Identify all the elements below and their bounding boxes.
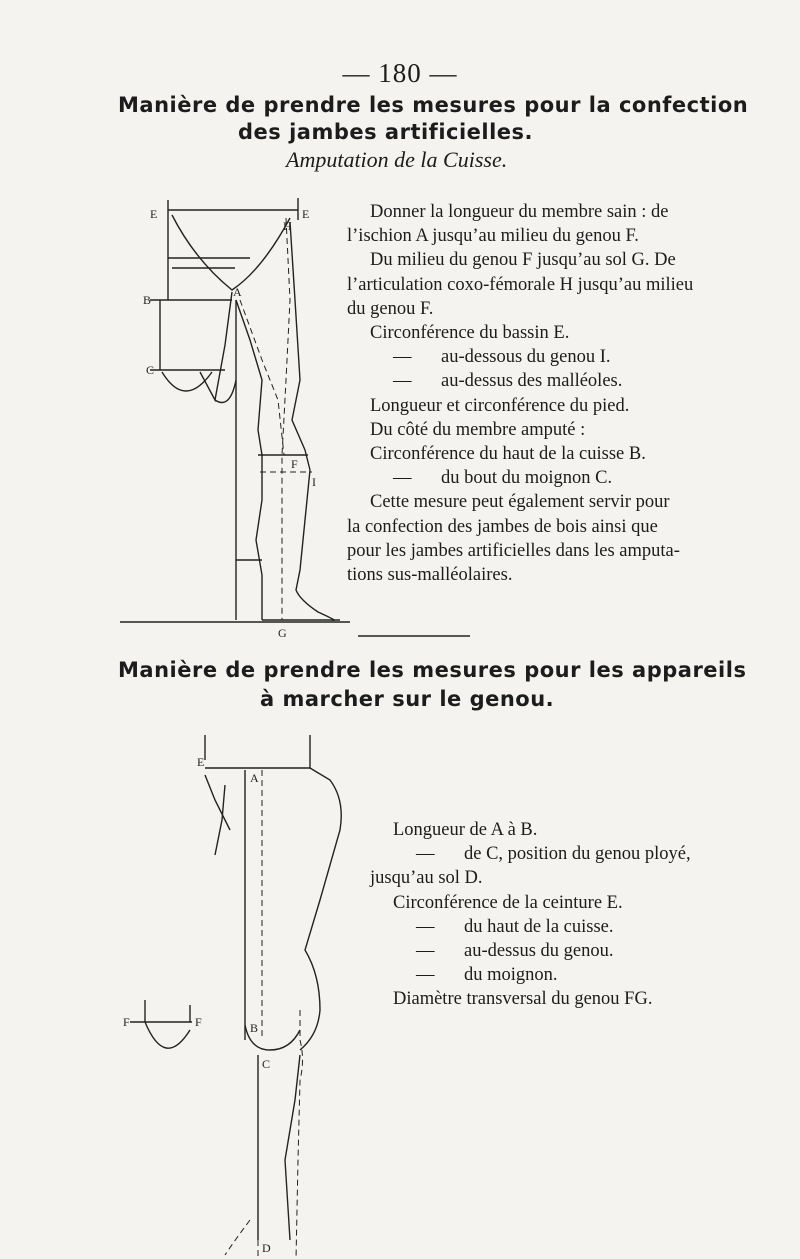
text-fragment: du bout du moignon C. (441, 468, 613, 489)
label-C: C (146, 363, 155, 377)
text-line: Cette mesure peut également servir pour (370, 492, 670, 513)
text-line: l’ischion A jusqu’au milieu du genou F. (347, 226, 639, 247)
text-line: Circonférence du haut de la cuisse B. (370, 444, 646, 465)
text-line: Diamètre transversal du genou FG. (393, 989, 653, 1010)
label-H: H (283, 219, 292, 233)
label-A: A (233, 285, 242, 299)
section1-subtitle: Amputation de la Cuisse. (286, 147, 508, 172)
label-D: D (262, 1241, 271, 1255)
text-line: Longueur et circonférence du pied. (370, 395, 630, 416)
label-E-right: E (302, 207, 310, 221)
text-line: Du milieu du genou F jusqu’au sol G. De (370, 250, 676, 271)
text-line: la confection des jambes de bois ainsi que (347, 516, 658, 537)
dash: — (393, 371, 412, 392)
label-E: E (197, 755, 205, 769)
section1-heading-line2: des jambes artificielles. (238, 120, 534, 144)
text-fragment: du haut de la cuisse. (464, 916, 614, 937)
text-line: Donner la longueur du membre sain : de (370, 202, 669, 222)
text-line: jusqu’au sol D. (370, 868, 483, 889)
dash: — (416, 941, 435, 962)
section2-heading-line1: Manière de prendre les mesures pour les appareils (118, 658, 747, 682)
label-F-right: F (195, 1015, 202, 1029)
label-I: I (312, 475, 316, 489)
text-line: Circonférence du bassin E. (370, 323, 570, 344)
dash: — (416, 844, 435, 865)
dash: — (416, 965, 435, 986)
dash: — (393, 347, 412, 368)
label-B: B (250, 1021, 259, 1035)
dash: — (393, 468, 412, 489)
label-F: F (291, 457, 298, 471)
text-fragment: au-dessous du genou I. (441, 347, 611, 368)
text-line: Circonférence de la ceinture E. (393, 892, 623, 913)
text-line: l’articulation coxo-fémorale H jusqu’au milieu (347, 274, 694, 295)
label-B: B (143, 293, 152, 307)
label-E-left: E (150, 207, 158, 221)
text-line: pour les jambes artificielles dans les amputa- (347, 540, 680, 561)
page-number: — 180 — (342, 58, 458, 88)
text-fragment: du moignon. (464, 965, 558, 986)
text-line: du genou F. (347, 298, 434, 319)
text-fragment: au-dessus des malléoles. (441, 371, 623, 392)
text-line: tions sus-malléolaires. (347, 565, 513, 586)
label-A: A (250, 771, 259, 785)
text-line: Du côté du membre amputé : (370, 419, 586, 440)
section1-heading-line1: Manière de prendre les mesures pour la confection (118, 93, 749, 117)
section2-heading-line2: à marcher sur le genou. (260, 687, 555, 711)
text-fragment: de C, position du genou ployé, (464, 844, 691, 865)
text-fragment: au-dessus du genou. (464, 941, 614, 962)
dash: — (416, 916, 435, 937)
label-G: G (278, 626, 287, 640)
text-line: Longueur de A à B. (393, 820, 538, 840)
label-F-left: F (123, 1015, 130, 1029)
label-C: C (262, 1057, 271, 1071)
